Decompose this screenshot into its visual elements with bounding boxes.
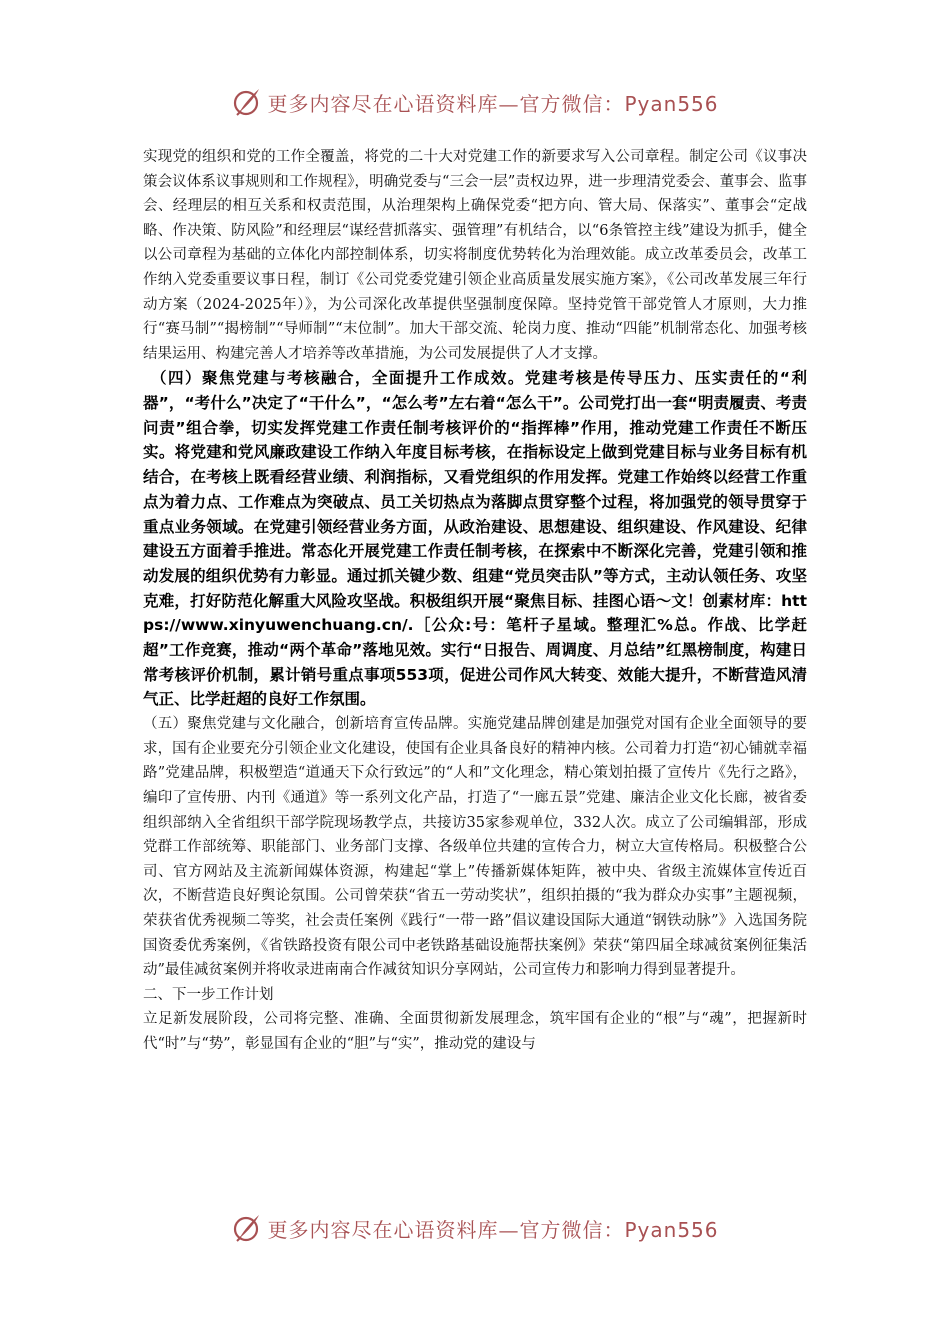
banner-text: 更多内容尽在心语资料库—官方微信：Pyan556: [267, 1217, 719, 1242]
document-body: [143, 145, 807, 1057]
footer-banner: [0, 1210, 950, 1246]
section-heading-next-steps: 二、下一步工作计划: [143, 986, 274, 1003]
feather-pen-logo-icon: [231, 86, 263, 118]
paragraph-governance: 实现党的组织和党的工作全覆盖，将党的二十大对党建工作的新要求写入公司章程。制定公司《议事决策会议体系议事规则和工作规程》，明确党委与“三会一层”责权边界，进一步理清党委会、董事会、监事会、经理层的相互关系和权责范围，从治理架构上确保党委“把方向、管大局、保落实”、董事会“定战略、作决策、防风险”和经理层“谋经营抓落实、强管理”有机结合，以“6条管控主线”建设为抓手，健全以公司章程为基础的立体化内部控制体系，切实将制度优势转化为治理效能。成立改革委员会，改革工作纳入党委重要议事日程，制订《公司党委党建引领企业高质量发展实施方案》，《公司改革发展三年行动方案（2024-2025年）》，为公司深化改革提供坚强制度保障。坚持党管干部党管人才原则，大力推行“赛马制”“揭榜制”“导师制”“末位制”。加大干部交流、轮岗力度、推动“四能”机制常态化、加强考核结果运用、构建完善人才培养等改革措施，为公司发展提供了人才支撑。: [143, 149, 807, 362]
paragraph-next-steps: 立足新发展阶段，公司将完整、准确、全面贯彻新发展理念，筑牢国有企业的“根”与“魂”，把握新时代“时”与“势”，彰显国有企业的“胆”与“实”，推动党的建设与: [143, 1011, 807, 1052]
banner-text: 更多内容尽在心语资料库—官方微信：Pyan556: [267, 91, 719, 116]
paragraph-section-four: （四）聚焦党建与考核融合，全面提升工作成效。党建考核是传导压力、压实责任的“利器”，“考什么”决定了“干什么”，“怎么考”左右着“怎么干”。公司党打出一套“明责履责、考责问责”组合拳，切实发挥党建工作责任制考核评价的“指挥棒”作用，推动党建工作责任不断压实。将党建和党风廉政建设工作纳入年度目标考核，在指标设定上做到党建目标与业务目标有机结合，在考核上既看经营业绩、利润指标，又看党组织的作用发挥。党建工作始终以经营工作重点为着力点、工作难点为突破点、员工关切热点为落脚点贯穿整个过程，将加强党的领导贯穿于重点业务领域。在党建引领经营业务方面，从政治建设、思想建设、组织建设、作风建设、纪律建设五方面着手推进。常态化开展党建工作责任制考核，在探索中不断深化完善，党建引领和推动发展的组织优势有力彰显。通过抓关键少数、组建“党员突击队”等方式，主动认领任务、攻坚克难，打好防范化解重大风险攻坚战。积极组织开展“聚焦目标、挂图心语～文！创素材库：https://www.xinyuwenchuang.cn/.［公众:号：笔杆子星域。整理汇%总。作战、比学赶超”工作竞赛，推动“两个革命”落地见效。实行“日报告、周调度、月总结”红黑榜制度，构建日常考核评价机制，累计销号重点事项553项，促进公司作风大转变、效能大提升，不断营造风清气正、比学赶超的良好工作氛围。: [143, 369, 807, 709]
feather-pen-logo-icon: [231, 1212, 263, 1244]
wechat-id: Pyan556: [624, 1217, 719, 1242]
wechat-id: Pyan556: [624, 91, 719, 116]
header-banner: [0, 84, 950, 120]
paragraph-section-five: （五）聚焦党建与文化融合，创新培育宣传品牌。实施党建品牌创建是加强党对国有企业全面领导的要求，国有企业要充分引领企业文化建设，使国有企业具备良好的精神内核。公司着力打造“初心铺就幸福路”党建品牌，积极塑造“道通天下众行致远”的“人和”文化理念，精心策划拍摄了宣传片《先行之路》，编印了宣传册、内刊《通道》等一系列文化产品，打造了“一廊五景”党建、廉洁企业文化长廊，被省委组织部纳入全省组织干部学院现场教学点，共接访35家参观单位，332人次。成立了公司编辑部，形成党群工作部统筹、职能部门、业务部门支撑、各级单位共建的宣传合力，树立大宣传格局。积极整合公司、官方网站及主流新闻媒体资源，构建起“掌上”传播新媒体矩阵，被中央、省级主流媒体宣传近百次，不断营造良好舆论氛围。公司曾荣获“省五一劳动奖状”，组织拍摄的“我为群众办实事”主题视频，荣获省优秀视频二等奖，社会责任案例《践行“一带一路”倡议建设国际大通道“钢铁动脉”》入选国务院国资委优秀案例，《省铁路投资有限公司中老铁路基础设施帮扶案例》荣获“第四届全球减贫案例征集活动”最佳减贫案例并将收录进南南合作减贫知识分享网站，公司宣传力和影响力得到显著提升。: [143, 716, 807, 979]
